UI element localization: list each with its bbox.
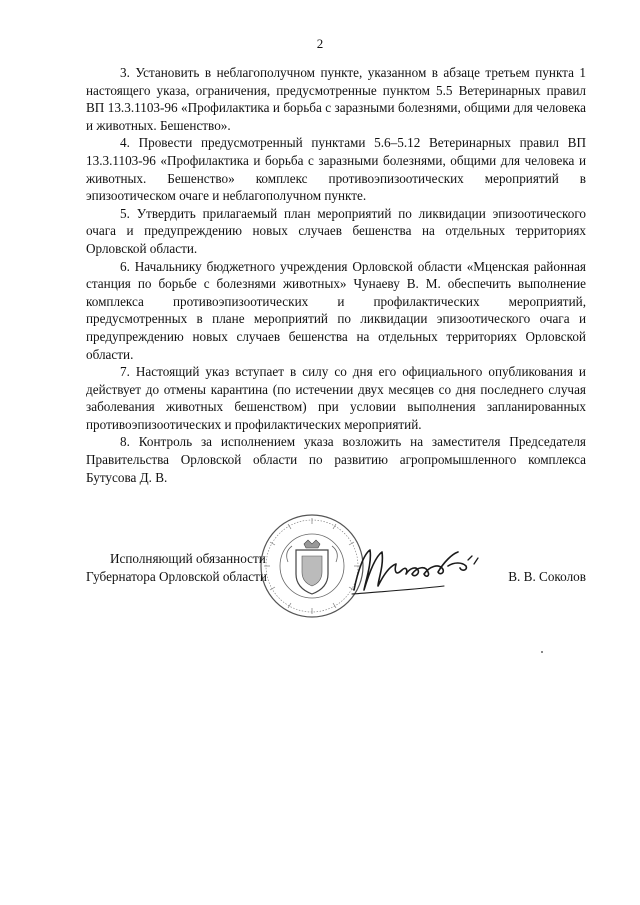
paragraph-3: 3. Установить в неблагополучном пункте, указанном в абзаце третьем пункта 1 настоящего указа, ограничения, предусмотренные пунктом 5.5 Ветеринарных правил ВП 13.3.1103-96 «Профилактика и борьба с заразными болезнями, общими для человека и животных. Бешенство». xyxy=(86,65,586,133)
signatory-title xyxy=(86,550,267,585)
scan-speck xyxy=(541,651,543,653)
signatory-title-line2: Губернатора Орловской области xyxy=(86,568,267,584)
paragraph-5: 5. Утвердить прилагаемый план мероприятий по ликвидации эпизоотического очага и предупреждению новых случаев бешенства на отдельных территориях Орловской области. xyxy=(86,205,586,256)
paragraph-8: 8. Контроль за исполнением указа возложить на заместителя Председателя Правительства Орловской области по развитию агропромышленного комплекса Бутусова Д. В. xyxy=(86,434,586,485)
paragraph-4: 4. Провести предусмотренный пунктами 5.6–5.12 Ветеринарных правил ВП 13.3.1103-96 «Профилактика и борьба с заразными болезнями, общими для человека и животных. Бешенство» комплекс противоэпизоотических мероприятий в эпизоотическом очаге и неблагополучном пункте. xyxy=(86,135,586,204)
signatory-title-line1: Исполняющий обязанности xyxy=(110,551,266,566)
signature-block xyxy=(0,540,640,650)
page-number: 2 xyxy=(316,36,324,51)
handwritten-signature-icon xyxy=(348,540,488,596)
signatory-name: В. В. Соколов xyxy=(508,568,586,584)
paragraph-6: 6. Начальнику бюджетного учреждения Орловской области «Мценская районная станция по борьбе с болезнями животных» Чунаеву В. М. обеспечить выполнение комплекса противоэпизоотических и профилактических мероприятий, предусмотренных в плане мероприятий по ликвидации эпизоотического очага и предупреждению новых случаев бешенства на отдельных территориях Орловской области. xyxy=(86,258,586,362)
paragraph-7: 7. Настоящий указ вступает в силу со дня его официального опубликования и действует до отмены карантина (по истечении двух месяцев со дня последнего случая заболевания животных бешенством) при условии выполнения запланированных противоэпизоотических и профилактических мероприятий. xyxy=(86,364,586,432)
document-body xyxy=(86,64,586,486)
